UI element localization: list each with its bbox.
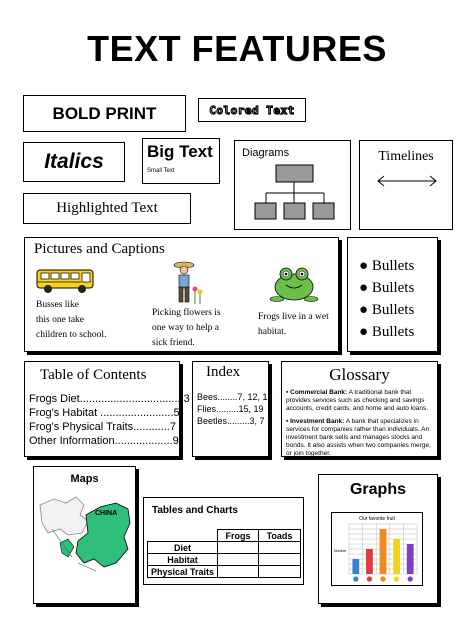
graph-y-label: Number <box>334 549 347 553</box>
caption-line: Frogs live in a wet <box>258 312 329 322</box>
caption-line: sick friend. <box>152 338 195 348</box>
double-arrow-icon <box>375 175 439 187</box>
table-cell <box>258 542 300 554</box>
bullet-text: Bullets <box>371 324 415 340</box>
table-row <box>148 566 301 578</box>
graph-chart-title: Our favorite fruit <box>359 516 395 522</box>
page-title: TEXT FEATURES <box>87 28 387 69</box>
china-map-image <box>38 493 134 573</box>
toc-title: Table of Contents <box>40 367 147 383</box>
glossary-definition: A bank that specializes in services for companies rather than individuals. An investment bank sells and manages stocks and bonds. It also assists when two companies merge, or join together. <box>286 418 431 457</box>
caption-line: one way to help a <box>152 323 220 333</box>
frog-caption <box>258 310 329 340</box>
toc-entries <box>29 392 190 448</box>
caption-line: Picking flowers is <box>152 308 221 318</box>
glossary-box <box>281 361 438 457</box>
table-row-label: Physical Traits <box>148 566 218 578</box>
bullets-box <box>347 237 438 352</box>
table-row-label: Diet <box>148 542 218 554</box>
bullet-list <box>359 255 437 343</box>
glossary-entry: ▪ Commercial Bank: A traditional bank that provides services such as checking and savings accounts, credit cards, and home and auto loans. <box>286 389 429 412</box>
fruit-icon <box>408 576 413 581</box>
toc-entry: Frogs Diet..................................3 <box>29 393 190 405</box>
table-cell <box>258 566 300 578</box>
glossary-definition: A traditional bank that provides services such as checking and savings accounts, credit cards, and home and auto loans. <box>286 389 429 412</box>
tables-charts-box <box>143 497 304 585</box>
table-header-cell: Frogs <box>218 530 259 542</box>
flowers-caption <box>152 306 221 351</box>
glossary-term: Commercial Bank: <box>290 389 348 396</box>
bar-graph <box>331 512 423 586</box>
colored-text-box <box>198 98 306 122</box>
fruit-icon <box>394 576 399 581</box>
school-bus-image <box>35 266 97 296</box>
colored-text-label: Colored Text <box>209 103 295 117</box>
italics-label: Italics <box>44 150 104 173</box>
caption-line: children to school. <box>36 330 107 340</box>
italics-box <box>23 142 125 182</box>
toc-entry: Frog's Habitat ........................5 <box>29 407 180 419</box>
index-entries <box>197 391 273 427</box>
maps-title: Maps <box>70 473 99 485</box>
index-entry: Beetles.........3, 7 <box>197 416 265 426</box>
glossary-title: Glossary <box>329 365 390 384</box>
glossary-term: Investment Bank: <box>290 418 345 425</box>
caption-line: this one take <box>36 315 85 325</box>
bullet-item: ● Bullets <box>359 258 415 274</box>
big-text-label: Big Text <box>147 142 213 161</box>
bullet-text: Bullets <box>371 280 415 296</box>
diagrams-label: Diagrams <box>242 147 290 159</box>
tables-charts-title: Tables and Charts <box>152 505 238 516</box>
caption-line: Busses like <box>36 300 80 310</box>
glossary-entry: ▪ Investment Bank: A bank that specializes in services for companies rather than individuals. An investment bank sells and manages stocks and bonds. It also assists when two companies merge, or join together. <box>286 418 431 457</box>
graphs-box <box>318 474 438 604</box>
bullet-item: ● Bullets <box>359 302 415 318</box>
table-row-label: Habitat <box>148 554 218 566</box>
diagrams-box <box>234 140 351 230</box>
graph-bar <box>407 544 414 574</box>
table-row <box>148 542 301 554</box>
caption-line: habitat. <box>258 327 287 337</box>
bullet-item: ● Bullets <box>359 280 415 296</box>
timelines-label: Timelines <box>378 149 434 164</box>
graphs-title: Graphs <box>349 481 406 498</box>
bold-print-box <box>23 95 186 132</box>
graph-bar <box>380 529 387 574</box>
table-cell <box>218 542 259 554</box>
small-text-label: Small Text <box>147 168 175 174</box>
fruit-icon <box>367 576 372 581</box>
graph-bar <box>393 539 400 574</box>
sample-table <box>147 529 301 578</box>
index-entry: Flies.........15, 19 <box>197 404 264 414</box>
fruit-icon <box>380 576 385 581</box>
table-cell <box>218 554 259 566</box>
pictures-title: Pictures and Captions <box>34 241 165 257</box>
big-text-box <box>142 138 220 184</box>
person-picking-flowers-image <box>167 260 207 308</box>
org-chart-icon <box>235 141 349 228</box>
glossary-entries <box>286 389 434 458</box>
table-cell <box>258 554 300 566</box>
graph-bar <box>366 549 373 574</box>
bullet-text: Bullets <box>371 302 415 318</box>
table-cell <box>218 566 259 578</box>
timelines-box <box>359 140 453 230</box>
table-header-cell: Toads <box>258 530 300 542</box>
china-map-label: CHINA <box>95 510 118 517</box>
toc-entry: Other Information...................9 <box>29 435 179 447</box>
fruit-icon <box>353 576 358 581</box>
graph-bar <box>352 559 359 574</box>
table-header-cell <box>148 530 218 542</box>
bullet-item: ● Bullets <box>359 324 415 340</box>
maps-box <box>33 466 136 604</box>
index-entry: Bees........7, 12, 15 <box>197 392 273 402</box>
index-title: Index <box>206 364 241 380</box>
table-header-row <box>148 530 301 542</box>
bullet-text: Bullets <box>371 258 415 274</box>
pictures-captions-box <box>24 237 339 352</box>
table-row <box>148 554 301 566</box>
bold-print-label: BOLD PRINT <box>52 103 157 123</box>
frog-image <box>267 263 321 303</box>
toc-entry: Frog's Physical Traits............7 <box>29 421 176 433</box>
index-box <box>192 361 273 457</box>
highlighted-text-label: Highlighted Text <box>56 200 158 216</box>
table-of-contents-box <box>24 361 190 457</box>
highlighted-text-box <box>23 193 191 224</box>
bus-caption <box>36 298 106 343</box>
